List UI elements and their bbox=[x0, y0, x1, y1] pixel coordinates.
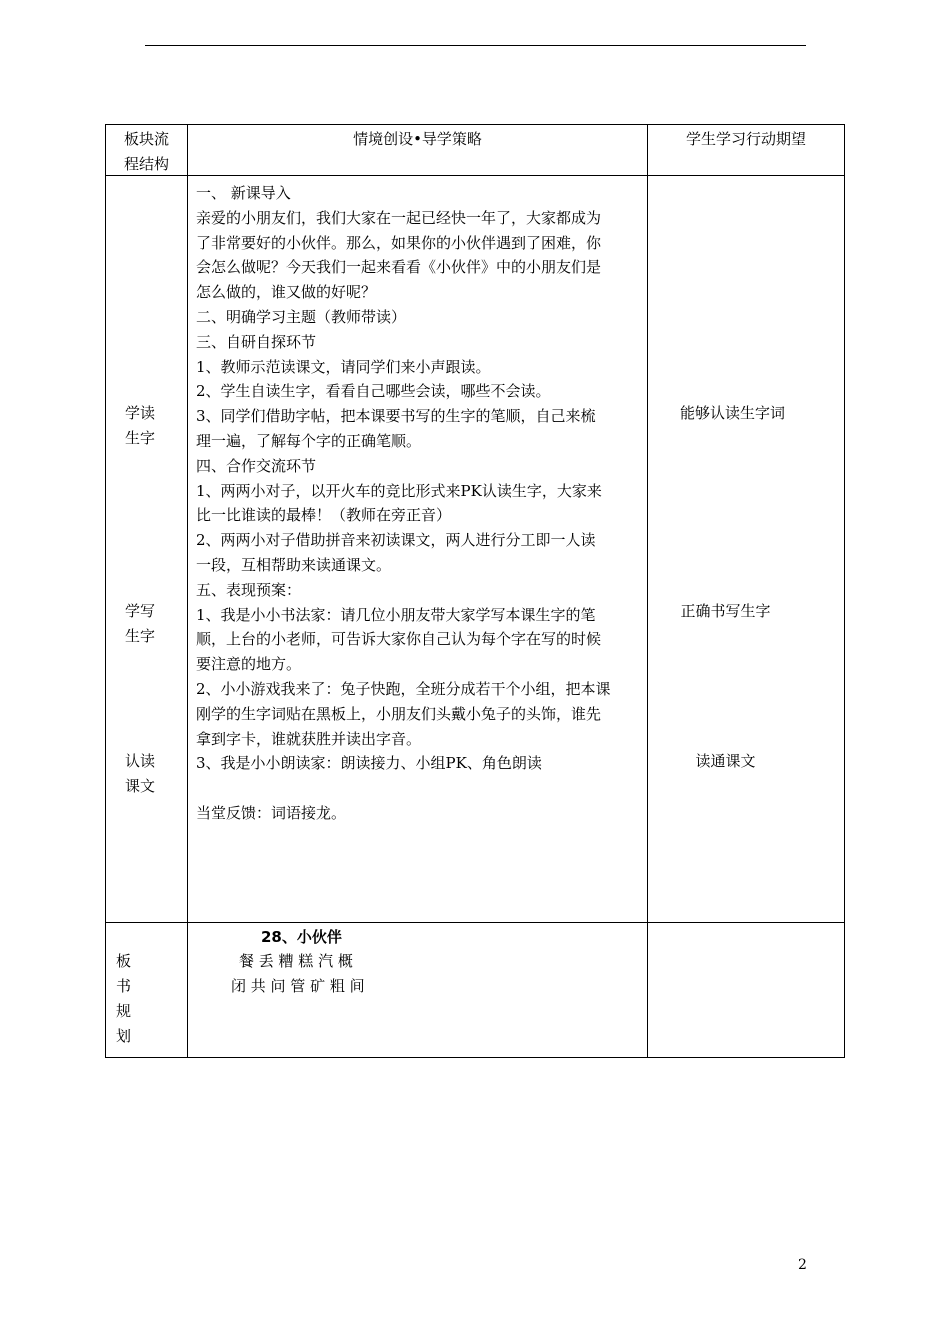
strategy-line: 亲爱的小朋友们，我们大家在一起已经快一年了，大家都成为 bbox=[196, 208, 602, 227]
label-board-line-4: 划 bbox=[116, 1027, 132, 1045]
label-write-characters bbox=[106, 599, 174, 649]
label-text-line-1: 认读 bbox=[124, 752, 155, 770]
header-structure-line-2: 程结构 bbox=[123, 155, 169, 173]
label-board-line-2: 书 bbox=[116, 977, 132, 995]
strategy-line: 顺，上台的小老师，可告诉大家你自己认为每个字在写的时候 bbox=[196, 630, 602, 649]
strategy-line: 3、我是小小朗读家：朗读接力、小组PK、角色朗读 bbox=[196, 754, 542, 773]
strategy-line bbox=[196, 776, 651, 801]
expectation-read: 能够认读生字词 bbox=[679, 404, 785, 422]
strategy-line: 理一遍，了解每个字的正确笔顺。 bbox=[196, 431, 422, 450]
lesson-table bbox=[105, 124, 845, 1058]
strategy-line: 2、两两小对子借助拼音来初读课文，两人进行分工即一人读 bbox=[196, 531, 596, 550]
header-rule bbox=[145, 45, 806, 46]
label-read-characters bbox=[106, 401, 174, 451]
label-write-line-2: 生字 bbox=[124, 627, 155, 645]
label-board-line-3: 规 bbox=[116, 1002, 132, 1020]
label-read-line-1: 学读 bbox=[124, 404, 155, 422]
label-board-line-1: 板 bbox=[116, 952, 132, 970]
label-read-line-2: 生字 bbox=[124, 429, 155, 447]
strategy-line: 比一比谁读的最棒！（教师在旁正音） bbox=[196, 506, 452, 525]
strategy-line: 三、自研自探环节 bbox=[196, 332, 317, 351]
strategy-line: 一、 新课导入 bbox=[196, 184, 291, 202]
expectation-write: 正确书写生字 bbox=[680, 602, 771, 620]
column-divider-1 bbox=[187, 125, 188, 1057]
strategy-line: 四、合作交流环节 bbox=[196, 456, 317, 475]
strategy-line: 一段，互相帮助来读通课文。 bbox=[196, 555, 392, 574]
board-characters-line-1: 餐 丢 糟 糕 汽 概 bbox=[239, 952, 353, 970]
page-number: 2 bbox=[798, 1257, 807, 1273]
strategy-line: 了非常要好的小伙伴。那么，如果你的小伙伴遇到了困难，你 bbox=[196, 233, 602, 252]
strategy-line: 1、两两小对子，以开火车的竞比形式来PK认读生字，大家来 bbox=[196, 481, 602, 500]
label-write-line-1: 学写 bbox=[124, 602, 155, 620]
board-title: 28、小伙伴 bbox=[261, 928, 342, 946]
header-structure bbox=[106, 127, 187, 177]
strategy-line: 拿到字卡，谁就获胜并读出字音。 bbox=[196, 729, 422, 748]
strategy-line: 1、我是小小书法家：请几位小朋友带大家学写本课生字的笔 bbox=[196, 605, 596, 624]
header-expectation: 学生学习行动期望 bbox=[685, 130, 806, 148]
header-strategy: 情境创设•导学策略 bbox=[353, 130, 482, 148]
label-read-text bbox=[106, 749, 174, 799]
label-board-plan bbox=[116, 949, 131, 1049]
strategy-line: 1、教师示范读课文，请同学们来小声跟读。 bbox=[196, 357, 491, 376]
row-divider-header bbox=[106, 175, 844, 176]
board-characters-line-2: 闭 共 问 管 矿 粗 间 bbox=[231, 977, 365, 995]
strategy-line: 二、明确学习主题（教师带读） bbox=[196, 307, 407, 326]
label-text-line-2: 课文 bbox=[124, 777, 155, 795]
strategy-line: 2、学生自读生字，看看自己哪些会读，哪些不会读。 bbox=[196, 382, 551, 401]
strategy-content bbox=[196, 181, 651, 826]
strategy-line: 怎么做的，谁又做的好呢？ bbox=[196, 283, 377, 302]
expectation-text: 读通课文 bbox=[695, 752, 756, 770]
strategy-line: 要注意的地方。 bbox=[196, 655, 302, 674]
strategy-line: 2、小小游戏我来了：兔子快跑，全班分成若干个小组，把本课 bbox=[196, 679, 611, 698]
header-structure-line-1: 板块流 bbox=[123, 130, 169, 148]
row-divider-board bbox=[106, 922, 844, 923]
strategy-line: 五、表现预案： bbox=[196, 580, 302, 599]
strategy-line: 当堂反馈：词语接龙。 bbox=[196, 803, 347, 822]
strategy-line: 会怎么做呢？今天我们一起来看看《小伙伴》中的小朋友们是 bbox=[196, 258, 602, 277]
strategy-line: 刚学的生字词贴在黑板上，小朋友们头戴小兔子的头饰，谁先 bbox=[196, 704, 602, 723]
strategy-line: 3、同学们借助字帖，把本课要书写的生字的笔顺，自己来梳 bbox=[196, 407, 596, 426]
